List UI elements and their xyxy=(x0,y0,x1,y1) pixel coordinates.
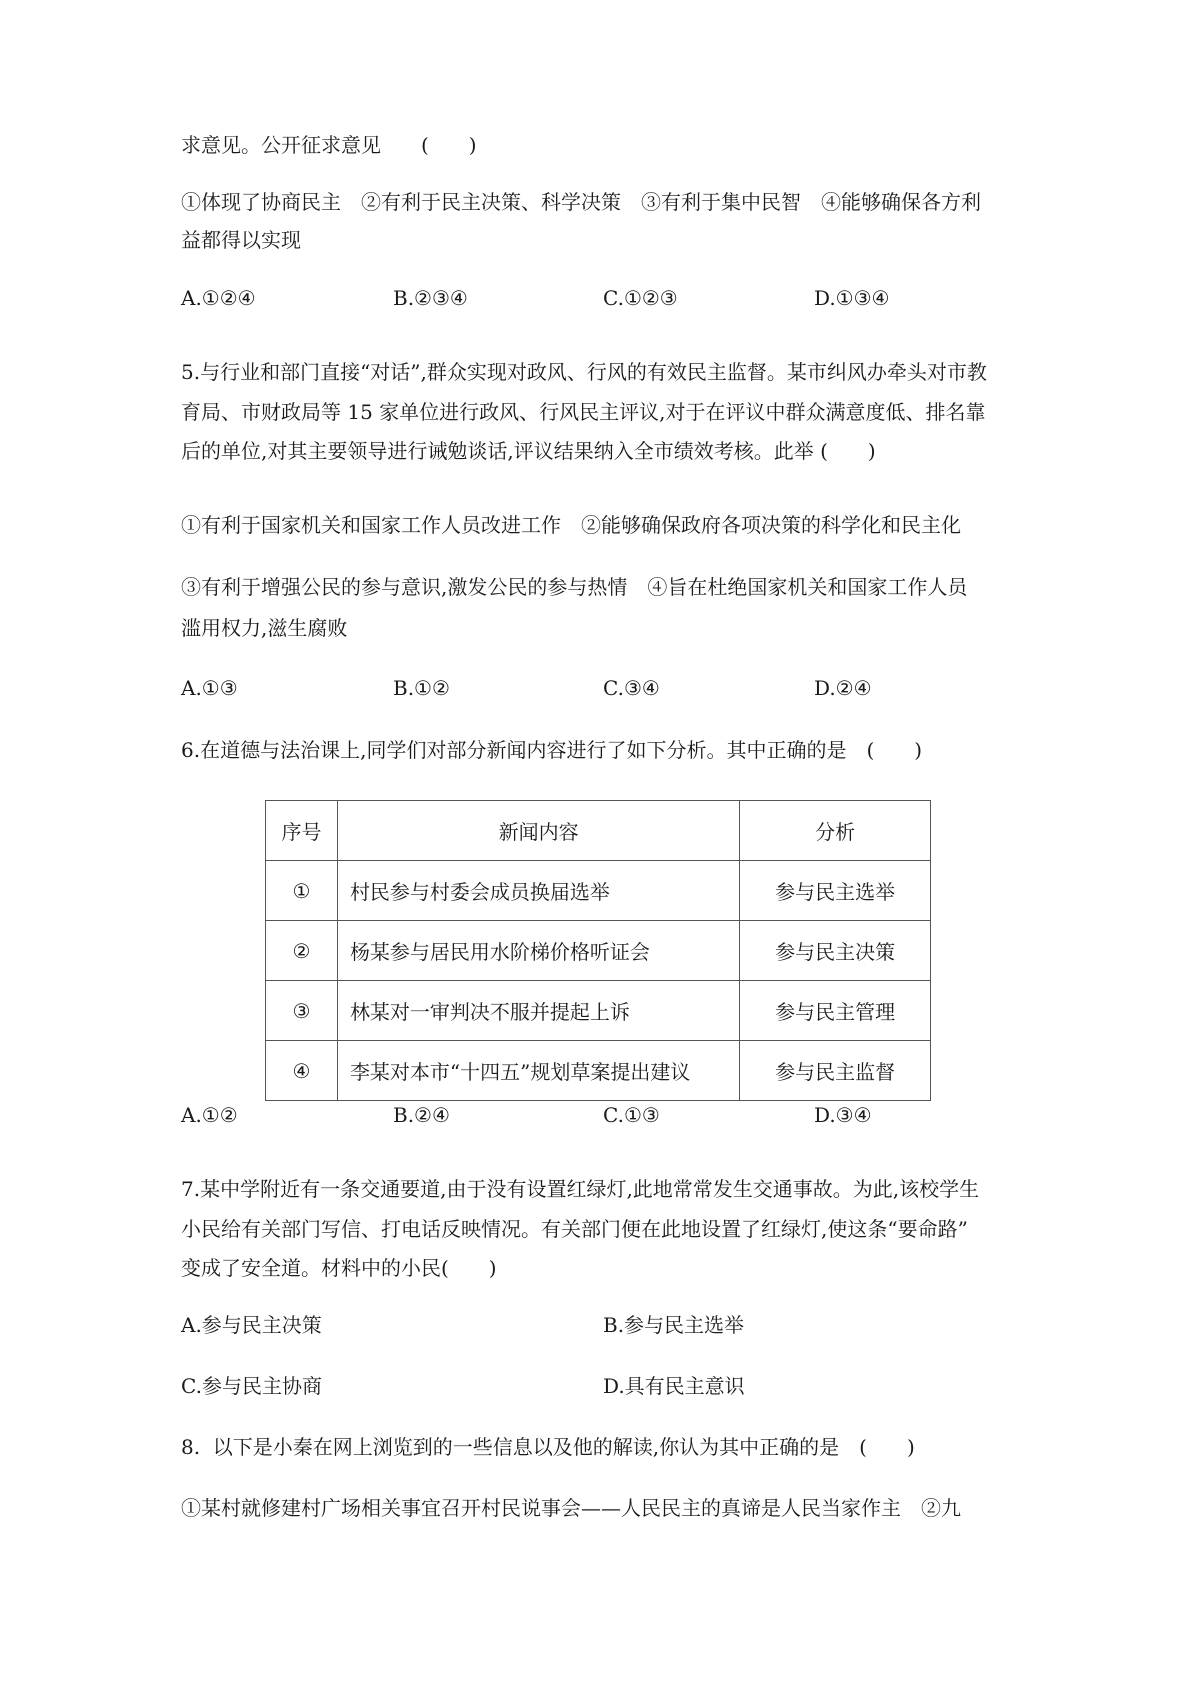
table-row xyxy=(266,981,931,1041)
q4-items-line1: ①体现了协商民主 ②有利于民主决策、科学决策 ③有利于集中民智 ④能够确保各方利 xyxy=(181,190,981,214)
q4-option-d: D.①③④ xyxy=(814,286,890,310)
q6-stem: 6.在道德与法治课上,同学们对部分新闻内容进行了如下分析。其中正确的是 ( ) xyxy=(181,738,923,762)
q5-items-line2: ③有利于增强公民的参与意识,激发公民的参与热情 ④旨在杜绝国家机关和国家工作人员 xyxy=(181,575,968,599)
table-row xyxy=(266,1041,931,1101)
q7-option-c: C.参与民主协商 xyxy=(181,1374,322,1398)
q5-stem-line1: 5.与行业和部门直接“对话”,群众实现对政风、行风的有效民主监督。某市纠风办牵头对市教 xyxy=(181,360,987,384)
header-news-content: 新闻内容 xyxy=(337,801,739,861)
q5-items-line3: 滥用权力,滋生腐败 xyxy=(181,616,348,640)
q7-option-d: D.具有民主意识 xyxy=(603,1374,745,1398)
row-analysis: 参与民主选举 xyxy=(740,861,931,921)
q6-option-a: A.①② xyxy=(181,1103,238,1127)
q6-option-b: B.②④ xyxy=(393,1103,450,1127)
q5-option-c: C.③④ xyxy=(603,676,660,700)
q6-option-c: C.①③ xyxy=(603,1103,660,1127)
q8-stem: 8. 以下是小秦在网上浏览到的一些信息以及他的解读,你认为其中正确的是 ( ) xyxy=(181,1435,915,1459)
table-row xyxy=(266,861,931,921)
header-number: 序号 xyxy=(266,801,338,861)
q4-items-line2: 益都得以实现 xyxy=(181,228,301,252)
row-analysis: 参与民主管理 xyxy=(740,981,931,1041)
row-number: ③ xyxy=(266,981,338,1041)
row-news-content: 林某对一审判决不服并提起上诉 xyxy=(337,981,739,1041)
q4-option-c: C.①②③ xyxy=(603,286,678,310)
q5-items-line1: ①有利于国家机关和国家工作人员改进工作 ②能够确保政府各项决策的科学化和民主化 xyxy=(181,513,961,537)
q5-option-a: A.①③ xyxy=(181,676,238,700)
q5-option-b: B.①② xyxy=(393,676,450,700)
q8-items-line1: ①某村就修建村广场相关事宜召开村民说事会——人民民主的真谛是人民当家作主 ②九 xyxy=(181,1496,961,1520)
row-analysis: 参与民主监督 xyxy=(740,1041,931,1101)
q7-stem-line3: 变成了安全道。材料中的小民( ) xyxy=(181,1256,497,1280)
q4-option-a: A.①②④ xyxy=(181,286,256,310)
row-number: ② xyxy=(266,921,338,981)
row-analysis: 参与民主决策 xyxy=(740,921,931,981)
q4-option-b: B.②③④ xyxy=(393,286,468,310)
q5-stem-line3: 后的单位,对其主要领导进行诫勉谈话,评议结果纳入全市绩效考核。此举 ( ) xyxy=(181,439,876,463)
q6-option-d: D.③④ xyxy=(814,1103,872,1127)
header-analysis: 分析 xyxy=(740,801,931,861)
q7-option-b: B.参与民主选举 xyxy=(603,1313,745,1337)
q7-stem-line2: 小民给有关部门写信、打电话反映情况。有关部门便在此地设置了红绿灯,使这条“要命路” xyxy=(181,1217,968,1241)
row-news-content: 村民参与村委会成员换届选举 xyxy=(337,861,739,921)
row-number: ④ xyxy=(266,1041,338,1101)
table-header-row xyxy=(266,801,931,861)
row-number: ① xyxy=(266,861,338,921)
q7-stem-line1: 7.某中学附近有一条交通要道,由于没有设置红绿灯,此地常常发生交通事故。为此,该校学生 xyxy=(181,1177,980,1201)
row-news-content: 杨某参与居民用水阶梯价格听证会 xyxy=(337,921,739,981)
q5-option-d: D.②④ xyxy=(814,676,872,700)
row-news-content: 李某对本市“十四五”规划草案提出建议 xyxy=(337,1041,739,1101)
q5-stem-line2: 育局、市财政局等 15 家单位进行政风、行风民主评议,对于在评议中群众满意度低、排名靠 xyxy=(181,400,986,424)
news-analysis-table xyxy=(265,800,931,1101)
table-row xyxy=(266,921,931,981)
q7-option-a: A.参与民主决策 xyxy=(181,1313,322,1337)
q4-stem-tail: 求意见。公开征求意见 ( ) xyxy=(181,133,477,157)
